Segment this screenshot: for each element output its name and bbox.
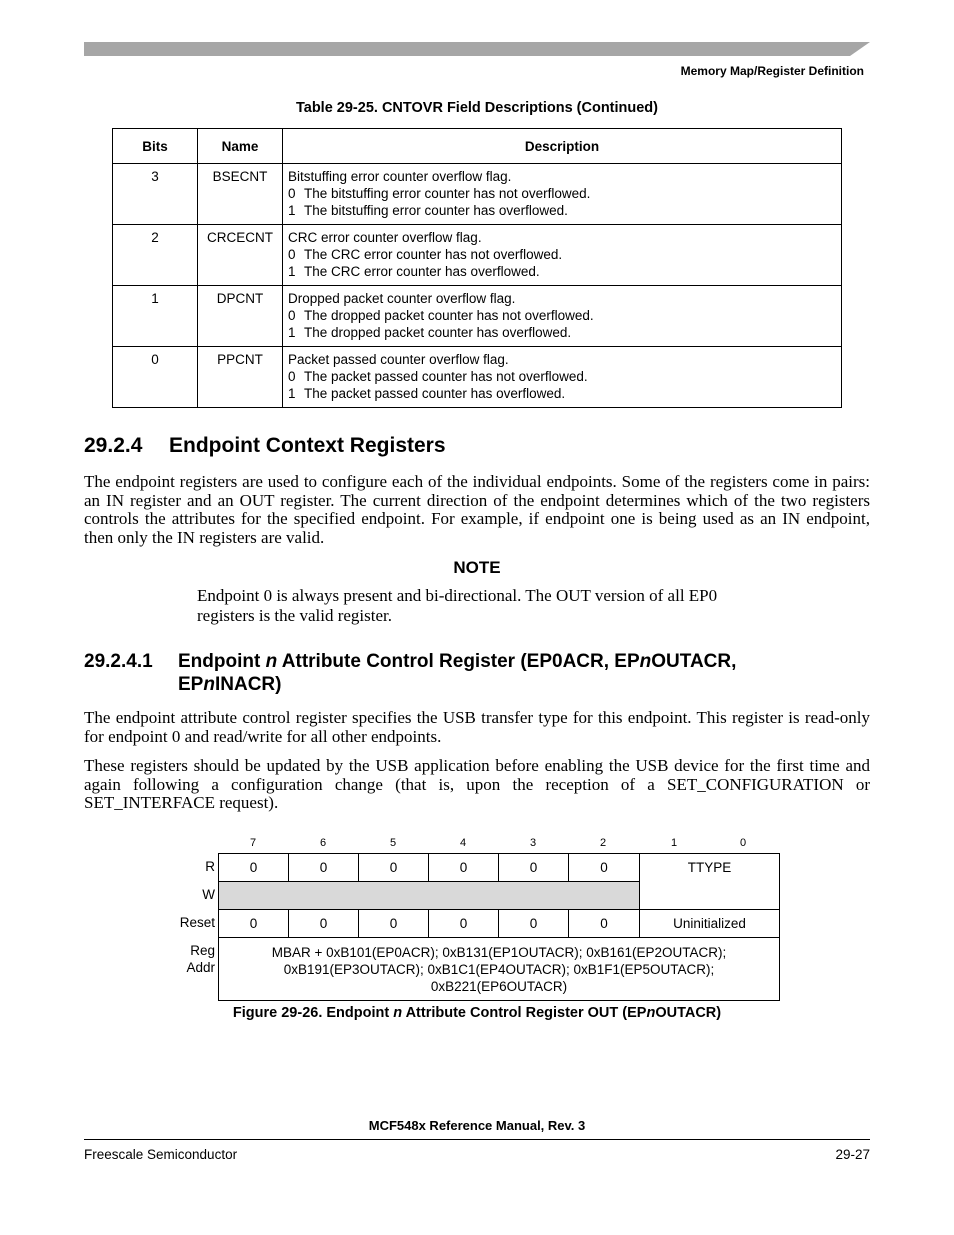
cell-description: [283, 347, 842, 408]
title-italic-n: n: [265, 651, 278, 672]
cell-description: [283, 286, 842, 347]
register-address: [219, 938, 779, 1000]
caption-italic-n: n: [646, 1005, 656, 1021]
bit-number: 4: [459, 837, 467, 849]
caption-part: Figure 29-26. Endpoint: [232, 1005, 394, 1021]
caption-italic-n: n: [393, 1005, 403, 1021]
cell-name: PPCNT: [198, 347, 283, 408]
title-italic-n: n: [639, 651, 652, 672]
note-title: NOTE: [453, 558, 501, 577]
title-part: Endpoint: [178, 651, 266, 672]
subsection-heading: [84, 650, 798, 696]
table-row: [113, 225, 842, 286]
section-heading: [84, 434, 446, 458]
reset-bit-cell: 0: [219, 910, 289, 938]
value-code: 1: [288, 264, 296, 279]
footer-company: Freescale Semiconductor: [84, 1147, 238, 1162]
value-meaning: The CRC error counter has not overflowed.: [304, 247, 563, 262]
column-header-bits: Bits: [113, 129, 198, 164]
value-line: [288, 185, 836, 202]
table-header-row: [113, 129, 842, 164]
footer-manual-title: MCF548x Reference Manual, Rev. 3: [368, 1118, 586, 1133]
value-line: [288, 246, 836, 263]
title-italic-n: n: [203, 674, 215, 695]
table-caption: Table 29-25. CNTOVR Field Descriptions (Continued): [295, 100, 658, 116]
cell-bits: 1: [113, 286, 198, 347]
write-row-shaded: [219, 882, 640, 910]
title-part: EP: [178, 674, 204, 695]
row-label-reg: Reg: [190, 943, 215, 958]
reset-ttype-cell: Uninitialized: [640, 910, 779, 938]
figure-caption: [0, 1005, 954, 1021]
title-part: INACR): [214, 674, 282, 695]
value-code: 0: [288, 186, 296, 201]
footer-rule: [84, 1139, 870, 1140]
address-line: MBAR + 0xB101(EP0ACR); 0xB131(EP1OUTACR); 0xB161(EP2OUTACR);: [271, 945, 727, 960]
value-meaning: The bitstuffing error counter has overflowed.: [304, 203, 568, 218]
cell-description: [283, 225, 842, 286]
cell-bits: 3: [113, 164, 198, 225]
value-line: [288, 385, 836, 402]
cell-name: CRCECNT: [198, 225, 283, 286]
value-line: [288, 263, 836, 280]
column-header-name: Name: [198, 129, 283, 164]
description-text: Dropped packet counter overflow flag.: [288, 291, 516, 306]
cell-bits: 0: [113, 347, 198, 408]
address-line: 0xB191(EP3OUTACR); 0xB1C1(EP4OUTACR); 0xB1F1(EP5OUTACR);: [283, 962, 715, 977]
subsection-title: [178, 650, 798, 696]
bit-number: 1: [670, 837, 678, 849]
table-row: [113, 286, 842, 347]
reset-bit-cell: 0: [429, 910, 499, 938]
reset-bit-cell: 0: [499, 910, 569, 938]
bit-number: 6: [319, 837, 327, 849]
table-row: [113, 164, 842, 225]
value-code: 0: [288, 369, 296, 384]
field-description-table: [112, 128, 842, 408]
value-meaning: The packet passed counter has overflowed.: [304, 386, 566, 401]
value-meaning: The dropped packet counter has overflowed.: [304, 325, 572, 340]
reset-bit-cell: 0: [359, 910, 429, 938]
bit-number: 7: [249, 837, 257, 849]
value-meaning: The packet passed counter has not overflowed.: [304, 369, 588, 384]
cell-name: DPCNT: [198, 286, 283, 347]
value-line: [288, 324, 836, 341]
footer-page-number: 29-27: [835, 1147, 870, 1162]
reset-bit-cell: 0: [569, 910, 640, 938]
value-line: [288, 368, 836, 385]
register-diagram: [218, 853, 780, 1001]
value-code: 0: [288, 308, 296, 323]
title-part: OUTACR,: [651, 651, 737, 672]
row-label-write: W: [202, 887, 215, 902]
read-bit-cell: 0: [219, 854, 289, 882]
running-header: Memory Map/Register Definition: [680, 64, 864, 78]
title-part: Attribute Control Register (EP0ACR, EP: [277, 651, 640, 672]
read-bit-cell: 0: [359, 854, 429, 882]
value-code: 1: [288, 203, 296, 218]
caption-part: OUTACR): [655, 1005, 722, 1021]
bit-number: 2: [599, 837, 607, 849]
subsection-paragraph: The endpoint attribute control register specifies the USB transfer type for this endpoint. This register is read-only for endpoint 0 and read/write for all other endpoints.: [84, 708, 870, 746]
header-bar: [84, 42, 870, 56]
section-number: 29.2.4: [84, 434, 143, 457]
caption-part: Attribute Control Register OUT (EP: [402, 1005, 647, 1021]
description-text: Packet passed counter overflow flag.: [288, 352, 509, 367]
value-meaning: The CRC error counter has overflowed.: [304, 264, 540, 279]
row-label-addr: Addr: [186, 960, 215, 975]
subsection-number: 29.2.4.1: [84, 651, 153, 672]
column-header-description: Description: [283, 129, 842, 164]
row-label-reset: Reset: [179, 915, 215, 930]
cell-description: [283, 164, 842, 225]
bit-number: 3: [529, 837, 537, 849]
read-bit-cell: 0: [499, 854, 569, 882]
value-code: 1: [288, 325, 296, 340]
bit-number: 5: [389, 837, 397, 849]
section-title: Endpoint Context Registers: [169, 434, 446, 457]
subsection-paragraph: These registers should be updated by the USB application before enabling the USB device for the first time and again following a configuration change (that is, upon the reception of a SET_CONFIGURATION or SET_INTERFACE request).: [84, 756, 870, 812]
value-line: [288, 307, 836, 324]
section-paragraph: The endpoint registers are used to configure each of the individual endpoints. Some of the registers come in pairs: an IN register and an OUT register. The current direction of the endpoint determines which of the two registers controls the attributes for the specified endpoint. For example, if endpoint one is being used as an IN endpoint, then only the IN registers are valid.: [84, 472, 870, 547]
reset-bit-cell: 0: [289, 910, 359, 938]
read-bit-cell: 0: [429, 854, 499, 882]
read-bit-cell: 0: [289, 854, 359, 882]
value-code: 1: [288, 386, 296, 401]
description-text: CRC error counter overflow flag.: [288, 230, 482, 245]
value-line: [288, 202, 836, 219]
description-text: Bitstuffing error counter overflow flag.: [288, 169, 512, 184]
table-row: [113, 347, 842, 408]
value-code: 0: [288, 247, 296, 262]
ttype-field: TTYPE: [640, 854, 779, 910]
cell-bits: 2: [113, 225, 198, 286]
note-body: Endpoint 0 is always present and bi-directional. The OUT version of all EP0 registers is the valid register.: [197, 586, 718, 625]
value-meaning: The dropped packet counter has not overflowed.: [304, 308, 594, 323]
bit-number: 0: [739, 837, 747, 849]
read-bit-cell: 0: [569, 854, 640, 882]
row-label-read: R: [205, 859, 215, 874]
value-meaning: The bitstuffing error counter has not overflowed.: [304, 186, 591, 201]
cell-name: BSECNT: [198, 164, 283, 225]
address-line: 0xB221(EP6OUTACR): [430, 979, 568, 994]
